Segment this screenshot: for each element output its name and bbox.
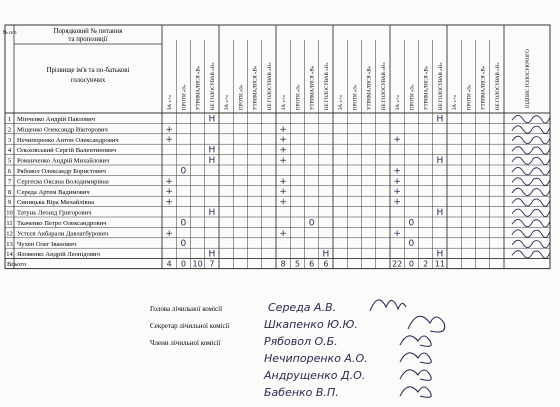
member-name: Ткаченко Петро Олександрович [17,220,107,227]
total-value: 22 [392,259,403,269]
vote-mark: 0 [408,218,415,229]
vote-mark: + [165,176,173,187]
vote-mark: Н [208,208,216,218]
member-commission-signature [400,387,431,397]
vote-col-header: ЗА «+» [225,94,231,110]
member-signature [512,251,550,259]
member-signature [512,240,550,248]
member-name: Рябовол Олександр Бористович [17,168,106,175]
row-number: 1 [7,116,12,123]
vote-col-header: НЕ ГОЛОСУВАВ «Н» [267,62,273,110]
vote-col-header: ЗА «+» [282,94,288,110]
member-commission-signature [400,336,431,346]
vote-col-header: ПРОТИ «0» [239,84,245,110]
vote-col-header: УТРИМАЛИСЯ «В» [367,65,373,110]
vote-mark: Н [208,114,216,125]
member-name: Міщенко Олександр Вікторович [17,126,108,134]
vote-col-header: УТРИМАЛИСЯ «В» [424,65,430,110]
vote-mark: Н [436,249,444,260]
vote-mark: + [279,124,287,135]
row-number: 5 [7,157,12,165]
vote-mark: 0 [408,239,415,250]
row-number: 10 [6,209,13,217]
vote-col-header: УТРИМАЛИСЯ «В» [253,65,259,110]
vote-col-header: ПРОТИ «0» [353,84,359,110]
member-signature [512,167,550,175]
total-value: 7 [209,259,215,269]
member-name: Татунь Леонід Григорович [17,209,92,217]
total-value: 6 [323,259,329,269]
vote-mark: + [165,228,173,239]
member-name: Устєєв Акбарали Давлатбурович [17,230,109,238]
member-signature [512,178,550,186]
member-signature [512,188,550,196]
member-name: Сергеєва Оксана Володимирівна [17,178,109,186]
member-commission-name: Андрущенко Д.О. [264,369,366,382]
vote-col-header: ЗА «+» [339,94,345,110]
vote-col-header: ЗА «+» [396,94,402,110]
vote-mark: Н [436,208,444,218]
vote-mark: Н [208,145,216,156]
member-signature [512,157,550,165]
row-number: 12 [6,230,13,238]
vote-mark: + [279,156,287,166]
vote-col-header: ПРОТИ «0» [410,84,416,110]
row-number: 13 [6,240,13,248]
member-commission-signature [400,370,431,380]
member-signature [512,199,550,207]
member-commission-name: Рябовол О.Б. [264,335,338,348]
total-value: 4 [166,259,172,269]
member-signature [512,126,550,134]
members-label: Члени лічильної комісії [150,339,221,347]
vote-col-header: НЕ ГОЛОСУВАВ «Н» [495,62,501,110]
total-value: 6 [309,259,315,269]
member-name: Чухен Олег Іванович [17,240,77,248]
member-name: Нечипоренко Антон Олександрович [17,136,119,144]
vote-mark: + [393,228,401,239]
vote-col-header: УТРИМАЛИСЯ «В» [196,65,202,110]
vote-col-header: ЗА «+» [168,94,174,110]
vote-mark: + [279,145,287,156]
vote-mark: + [393,176,401,187]
total-value: 0 [180,259,186,269]
question-header: Порядковий № питання [53,28,123,35]
vote-mark: + [393,135,401,146]
member-signature [512,219,550,227]
commission-signatures [0,285,560,407]
vote-mark: 0 [180,166,187,177]
row-number: 2 [7,126,12,134]
vote-col-header: УТРИМАЛИСЯ «В» [481,65,487,110]
vote-mark: + [279,187,287,198]
vote-mark: + [165,124,173,135]
chair-label: Голова лічильної комісії [150,305,223,313]
vote-mark: Н [208,249,216,260]
member-commission-signature [400,353,431,363]
vote-mark: + [279,176,287,187]
vote-mark: 0 [308,218,315,229]
member-signature [512,147,550,155]
total-value: 5 [294,259,300,269]
row-number: 4 [7,147,12,155]
vote-mark: + [393,187,401,198]
vote-col-header: ЗА «+» [453,94,459,110]
vote-mark: 0 [180,218,187,229]
member-name: Романченко Андрій Михайлович [17,157,110,165]
vote-mark: + [279,197,287,208]
total-value: 8 [280,259,286,269]
chair-name: Середа А.В. [268,301,337,314]
total-value: 10 [192,259,203,269]
vote-mark: + [393,197,401,208]
totals-label: Всього [7,261,27,269]
member-commission-name: Нечипоренко А.О. [264,352,368,365]
vote-mark: + [165,187,173,198]
secretary-signature [408,316,445,332]
row-number: 3 [7,136,12,144]
vote-mark: Н [436,114,444,125]
member-commission-name: Бабенко В.П. [264,386,339,399]
row-number: 14 [6,251,13,259]
vote-mark: + [165,135,173,146]
name-header-2: голосуючих [70,77,106,84]
chair-signature [370,300,406,311]
vote-mark: Н [208,156,216,166]
member-name: Мінченко Андрій Павлович [17,116,96,123]
total-value: 2 [423,259,429,269]
vote-col-header: ПРОТИ «0» [296,84,302,110]
name-header: Прізвище ім'я та по-батькові [46,67,130,74]
vote-col-header: НЕ ГОЛОСУВАВ «Н» [324,62,330,110]
row-number: 6 [7,168,12,175]
vote-col-header: УТРИМАЛИСЯ «В» [310,65,316,110]
row-number: 11 [6,220,13,227]
member-name: Ольховський Сергій Валентинович [17,147,117,155]
member-name: Яловенко Андрій Леонідович [17,251,100,259]
row-number: 9 [7,199,12,207]
vote-mark: Н [436,156,444,166]
row-number: 8 [7,188,12,196]
member-signature [512,115,550,123]
member-signature [512,209,550,217]
question-header-2: та пропозиції [68,36,108,43]
total-value: 0 [408,259,414,269]
vote-col-header: НЕ ГОЛОСУВАВ «Н» [438,62,444,110]
vote-mark: 0 [180,239,187,250]
secretary-label: Секретар лічильної комісії [150,322,230,330]
vote-mark: Н [322,249,330,260]
vote-col-header: НЕ ГОЛОСУВАВ «Н» [210,62,216,110]
vote-mark: + [279,135,287,146]
secretary-name: Шкапенко Ю.Ю. [264,318,358,331]
member-name: Синицька Віра Михайлівна [17,199,95,207]
row-number: 7 [7,178,12,186]
signature-header: ПІДПИС ГОЛОСУЮЧОГО [526,49,531,108]
vote-mark: + [393,166,401,177]
num-header: № п/п [2,30,17,36]
vote-mark: + [279,228,287,239]
member-signature [512,230,550,238]
member-name: Середа Артем Вадимович [17,188,90,196]
member-signature [512,136,550,144]
vote-mark: + [165,197,173,208]
vote-col-header: ПРОТИ «0» [467,84,473,110]
total-value: 11 [434,259,445,269]
vote-col-header: ПРОТИ «0» [182,84,188,110]
vote-col-header: НЕ ГОЛОСУВАВ «Н» [381,62,387,110]
